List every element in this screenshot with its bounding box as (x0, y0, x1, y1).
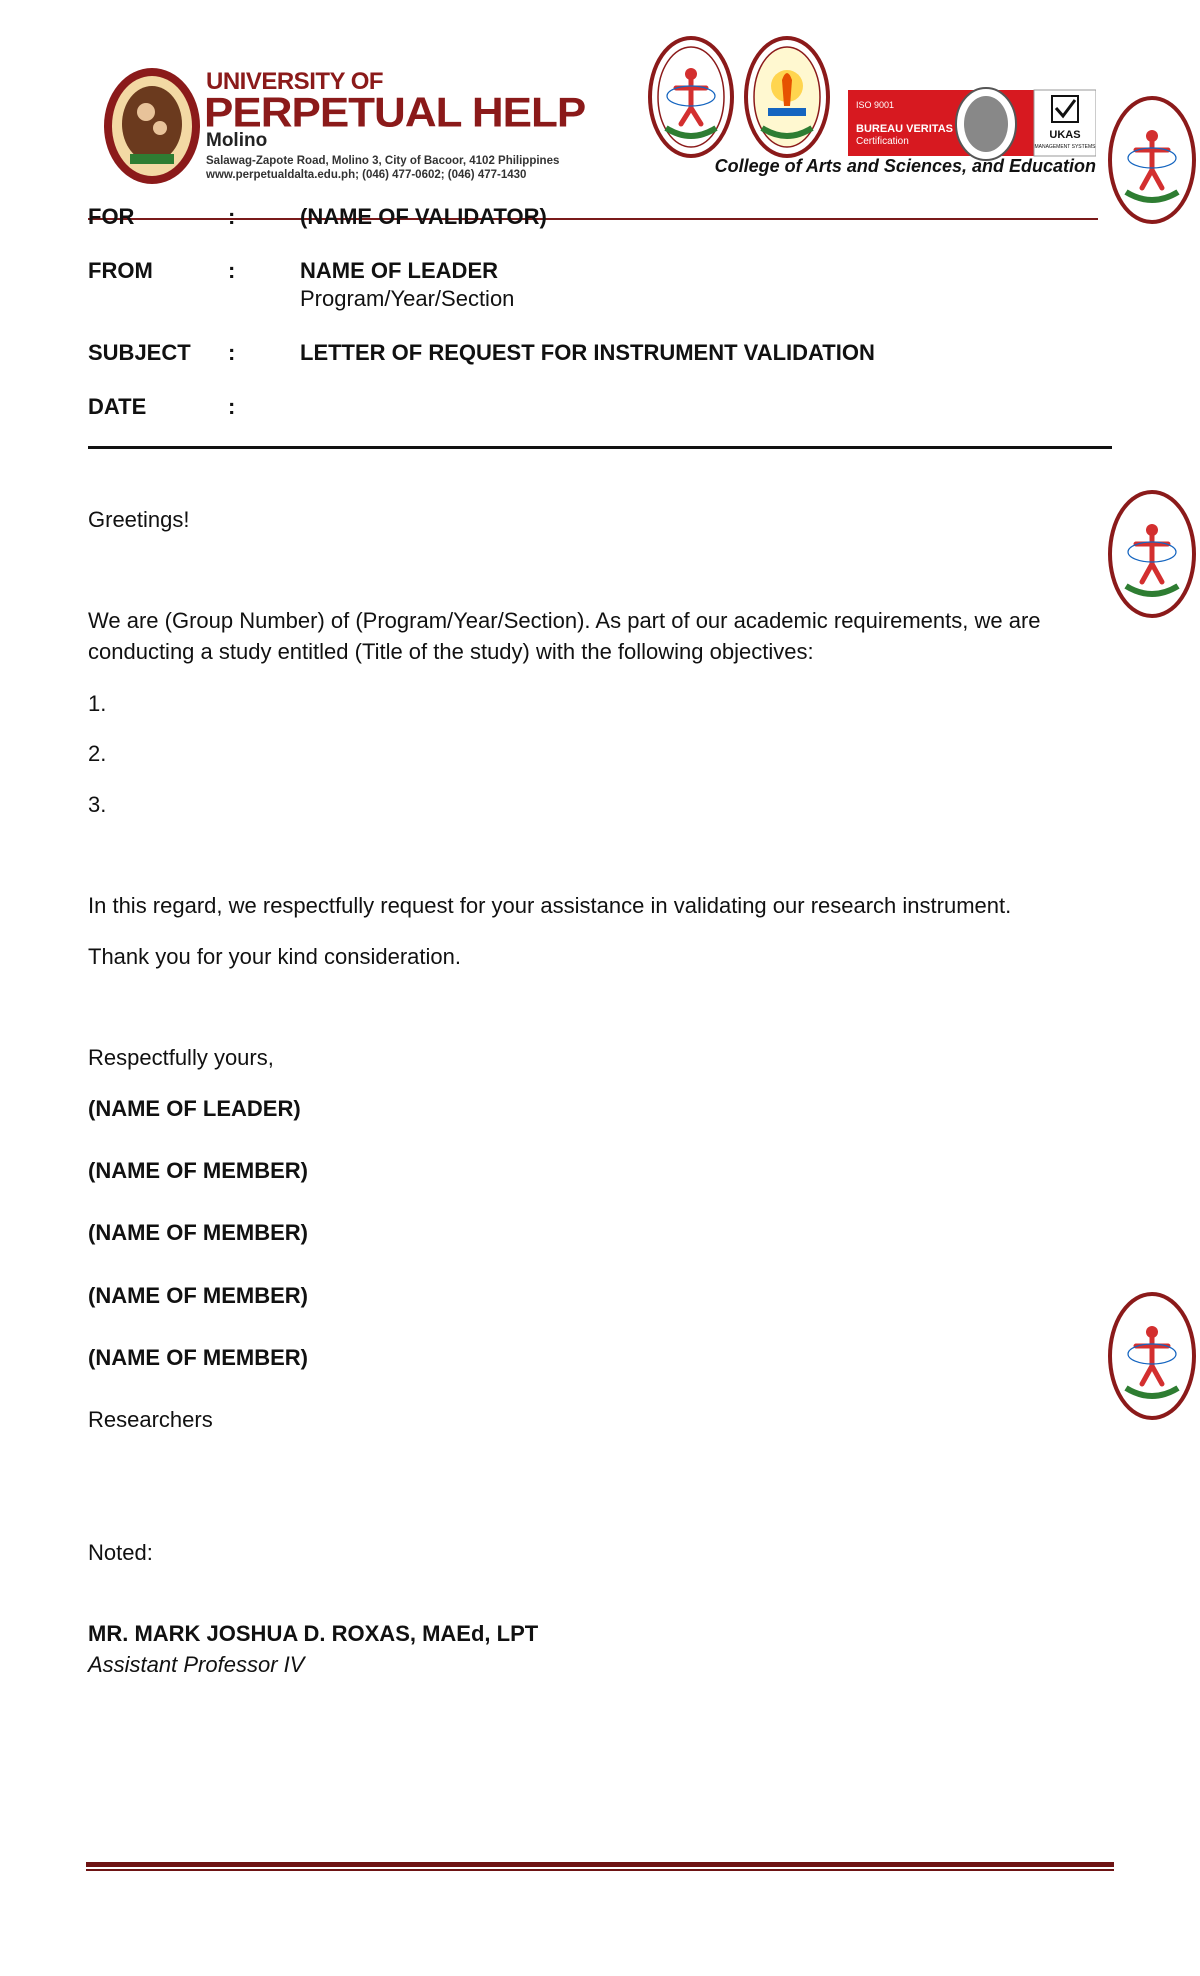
subject-label: SUBJECT (88, 340, 191, 365)
from-label: FROM (88, 258, 153, 283)
noter-title: Assistant Professor IV (88, 1652, 305, 1677)
university-name-line2: PERPETUAL HELP (204, 89, 586, 136)
svg-text:UKAS: UKAS (1049, 129, 1081, 141)
member-name: (NAME OF MEMBER) (88, 1158, 308, 1183)
for-value: (NAME OF VALIDATOR) (300, 204, 547, 229)
iso-certification-badges (848, 86, 1096, 162)
leader-name: (NAME OF LEADER) (88, 1096, 301, 1121)
svg-text:BUREAU VERITAS: BUREAU VERITAS (856, 123, 953, 135)
member-name: (NAME OF MEMBER) (88, 1345, 308, 1370)
thanks-paragraph: Thank you for your kind consideration. (88, 944, 461, 969)
for-colon: : (228, 204, 236, 229)
from-value: NAME OF LEADER (300, 258, 498, 283)
from-sub: Program/Year/Section (300, 286, 515, 311)
college-name-title: College of Arts and Sciences, and Education (714, 156, 1096, 176)
college-arts-sciences-seal (648, 36, 734, 158)
request-paragraph: In this regard, we respectfully request for your assistance in validating our research instrument. (88, 893, 1012, 918)
subject-value: LETTER OF REQUEST FOR INSTRUMENT VALIDATION (300, 340, 875, 365)
noter-name: MR. MARK JOSHUA D. ROXAS, MAEd, LPT (88, 1621, 539, 1646)
objective-item: 3. (88, 792, 107, 817)
noted-label: Noted: (88, 1540, 153, 1565)
objective-item: 2. (88, 741, 107, 766)
side-seal-bottom-icon (1108, 1292, 1196, 1420)
svg-text:MANAGEMENT SYSTEMS: MANAGEMENT SYSTEMS (1034, 144, 1096, 150)
side-seal-top-icon (1108, 96, 1196, 224)
date-label: DATE (88, 394, 147, 419)
greeting: Greetings! (88, 507, 190, 532)
campus-name: Molino (206, 130, 268, 151)
svg-text:Certification: Certification (856, 136, 909, 147)
member-name: (NAME OF MEMBER) (88, 1283, 308, 1308)
intro-line-1: We are (Group Number) of (Program/Year/Section). As part of our academic requirements, we are (88, 608, 1041, 633)
footer-divider-thick (86, 1862, 1114, 1867)
from-colon: : (228, 258, 236, 283)
researchers-label: Researchers (88, 1407, 213, 1432)
university-name-line1: UNIVERSITY OF (206, 68, 384, 95)
objective-item: 1. (88, 691, 107, 716)
university-address: Salawag-Zapote Road, Molino 3, City of Bacoor, 4102 Philippines (206, 155, 560, 167)
subject-colon: : (228, 340, 236, 365)
member-name: (NAME OF MEMBER) (88, 1220, 308, 1245)
for-label: FOR (88, 204, 135, 229)
university-seal-logo (102, 66, 202, 186)
side-seal-middle-icon (1108, 490, 1196, 618)
university-web-contact: www.perpetualdalta.edu.ph; (046) 477-0602; (046) 477-1430 (206, 169, 527, 181)
header-divider (88, 218, 1098, 220)
date-colon: : (228, 394, 236, 419)
college-education-seal (744, 36, 830, 158)
closing-salutation: Respectfully yours, (88, 1045, 274, 1070)
footer-divider-thin (86, 1869, 1114, 1871)
intro-line-2: conducting a study entitled (Title of the study) with the following objectives: (88, 639, 814, 664)
svg-text:ISO 9001: ISO 9001 (856, 100, 895, 110)
memo-divider (88, 446, 1112, 449)
